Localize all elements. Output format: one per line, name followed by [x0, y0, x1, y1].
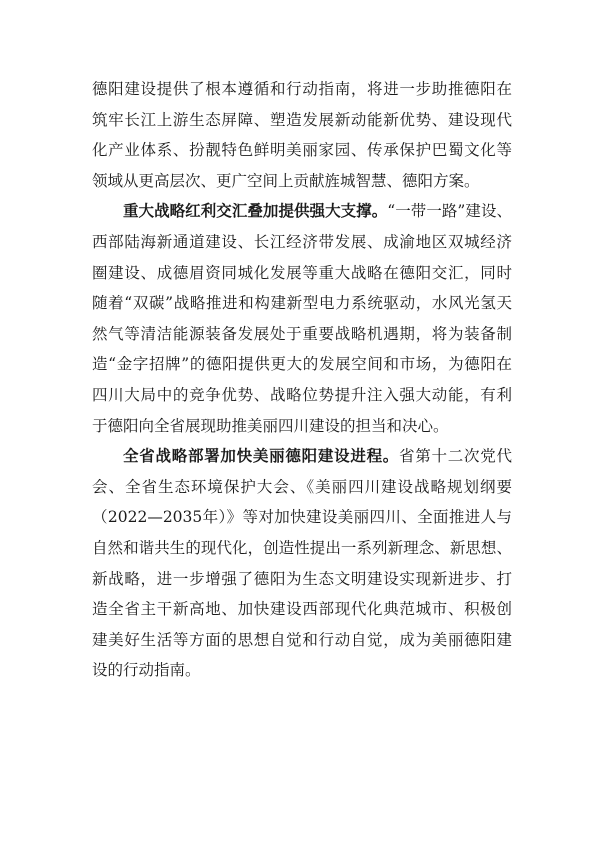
- text-line: 西部陆海新通道建设、长江经济带发展、成渝地区双城经济: [92, 232, 512, 251]
- paragraph-2: [92, 196, 512, 441]
- text-line: 于德阳向全省展现助推美丽四川建设的担当和决心。: [92, 416, 449, 435]
- text-line: 自然和谐共生的现代化，创造性提出一系列新理念、新思想、: [92, 538, 512, 557]
- text-line: [92, 441, 512, 472]
- text-line: 领域从更高层次、更广空间上贡献旌城智慧、德阳方案。: [92, 171, 480, 190]
- text-line: 造“金字招牌”的德阳提供更大的发展空间和市场，为德阳在: [92, 355, 512, 374]
- paragraph-lead-heading: 重大战略红利交汇叠加提供强大支撑。: [123, 201, 388, 221]
- text-line: 德阳建设提供了根本遵循和行动指南，将进一步助推德阳在: [92, 80, 512, 98]
- text-line: 会、全省生态环境保护大会、《美丽四川建设战略规划纲要: [92, 477, 512, 496]
- text-line: 筑牢长江上游生态屏障、塑造发展新动能新优势、建设现代: [92, 110, 512, 129]
- paragraph-1: [92, 74, 512, 196]
- text-run: “一带一路”建设、: [387, 202, 512, 221]
- text-line: 设的行动指南。: [92, 661, 201, 680]
- text-line: 建美好生活等方面的思想自觉和行动自觉，成为美丽德阳建: [92, 630, 512, 649]
- text-line: 然气等清洁能源装备发展处于重要战略机遇期，将为装备制: [92, 324, 512, 343]
- paragraph-3: [92, 441, 512, 686]
- text-line: 化产业体系、扮靓特色鲜明美丽家园、传承保护巴蜀文化等: [92, 141, 512, 160]
- text-run: 省第十二次党代: [399, 447, 512, 466]
- text-line: [92, 196, 512, 227]
- text-line: 新战略，进一步增强了德阳为生态文明建设实现新进步、打: [92, 569, 512, 588]
- paragraph-lead-heading: 全省战略部署加快美丽德阳建设进程。: [123, 446, 400, 466]
- text-line: 造全省主干新高地、加快建设西部现代化典范城市、积极创: [92, 600, 512, 619]
- text-line: 随着“双碳”战略推进和构建新型电力系统驱动，水风光氢天: [92, 294, 512, 313]
- text-line: 四川大局中的竞争优势、战略位势提升注入强大动能，有利: [92, 385, 512, 404]
- text-line: （2022—2035年）》等对加快建设美丽四川、全面推进人与: [92, 508, 512, 527]
- text-line: 圈建设、成德眉资同城化发展等重大战略在德阳交汇，同时: [92, 263, 512, 282]
- body-text: [92, 74, 512, 686]
